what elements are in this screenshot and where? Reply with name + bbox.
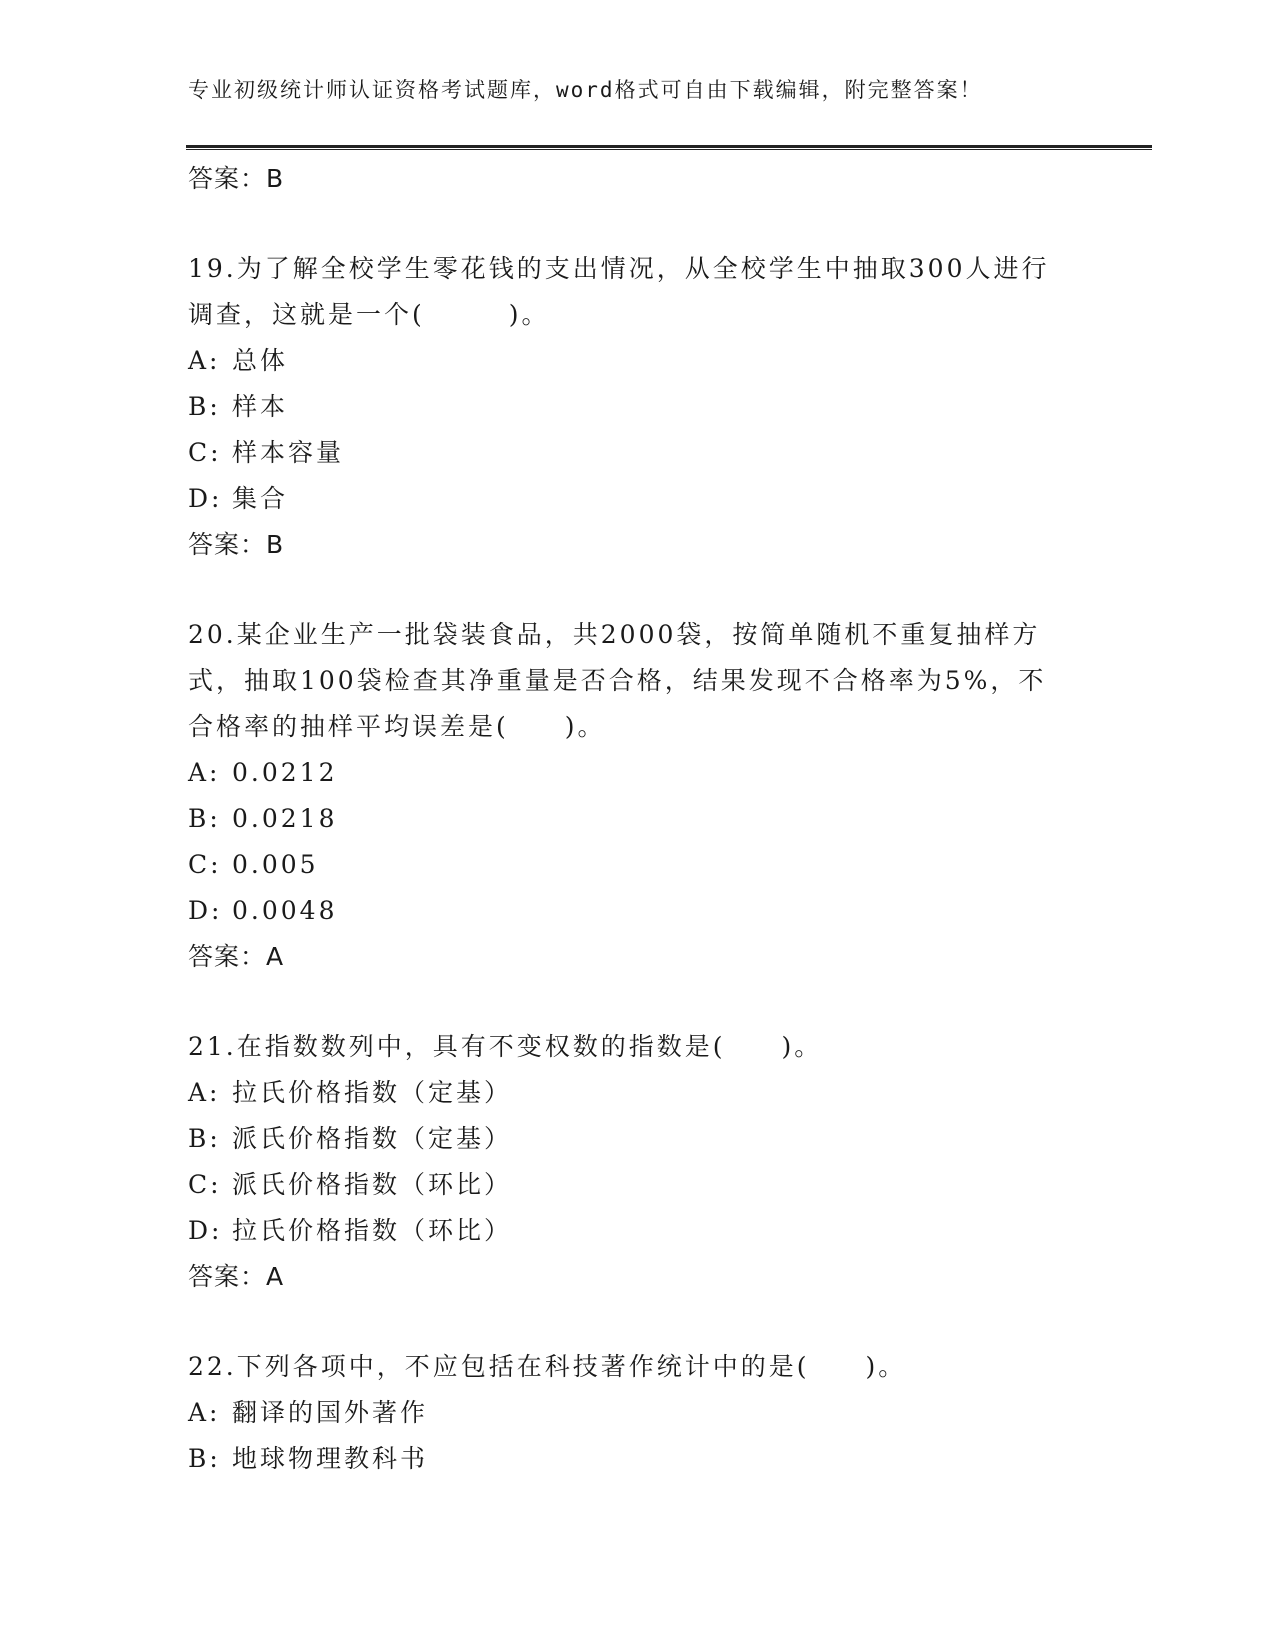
header-divider — [186, 145, 1152, 150]
option-b — [188, 1436, 1088, 1482]
option-letter: B: — [188, 392, 221, 421]
question-text-line: 合格率的抽样平均误差是( )。 — [188, 712, 606, 741]
option-letter: A: — [188, 758, 221, 787]
option-letter: A: — [188, 346, 221, 375]
option-letter: D: — [188, 484, 223, 513]
option-letter: B: — [188, 1444, 221, 1473]
question-21 — [188, 1024, 1088, 1300]
page-header-text: 专业初级统计师认证资格考试题库，word格式可自由下载编辑，附完整答案！ — [188, 78, 983, 102]
option-letter: A: — [188, 1398, 221, 1427]
answer-line: 答案：B — [188, 164, 285, 193]
option-text: 拉氏价格指数（定基） — [232, 1078, 513, 1107]
option-b — [188, 1116, 1088, 1162]
spacer — [188, 980, 1088, 1024]
answer-line: 答案：B — [188, 530, 285, 559]
option-letter: C: — [188, 438, 222, 467]
option-d — [188, 476, 1088, 522]
question-text-line: 19.为了解全校学生零花钱的支出情况，从全校学生中抽取300人进行 — [188, 254, 1050, 283]
spacer — [188, 1300, 1088, 1344]
option-text: 拉氏价格指数（环比） — [232, 1216, 513, 1245]
question-text-line: 调查，这就是一个( )。 — [188, 300, 550, 329]
option-c — [188, 430, 1088, 476]
option-text: 派氏价格指数（环比） — [232, 1170, 513, 1199]
option-text: 地球物理教科书 — [232, 1444, 429, 1473]
option-letter: D: — [188, 896, 223, 925]
question-text-line: 20.某企业生产一批袋装食品，共2000袋，按简单随机不重复抽样方 — [188, 620, 1041, 649]
answer-line: 答案：A — [188, 942, 285, 971]
option-c — [188, 1162, 1088, 1208]
option-letter: C: — [188, 850, 222, 879]
option-c — [188, 842, 1088, 888]
option-letter: B: — [188, 804, 221, 833]
question-19 — [188, 246, 1088, 568]
question-22 — [188, 1344, 1088, 1482]
option-text: 总体 — [232, 346, 289, 375]
question-text-line: 式，抽取100袋检查其净重量是否合格，结果发现不合格率为5%，不 — [188, 666, 1047, 695]
option-a — [188, 338, 1088, 384]
option-text: 翻译的国外著作 — [232, 1398, 429, 1427]
option-a — [188, 750, 1088, 796]
option-text: 样本 — [232, 392, 289, 421]
question-text-line: 21.在指数数列中，具有不变权数的指数是( )。 — [188, 1032, 823, 1061]
option-text: 0.0218 — [232, 804, 338, 833]
option-text: 派氏价格指数（定基） — [232, 1124, 513, 1153]
option-d — [188, 1208, 1088, 1254]
spacer — [188, 568, 1088, 612]
option-letter: B: — [188, 1124, 221, 1153]
option-b — [188, 796, 1088, 842]
option-text: 0.0048 — [232, 896, 338, 925]
option-letter: C: — [188, 1170, 222, 1199]
answer-line: 答案：A — [188, 1262, 285, 1291]
option-text: 0.0212 — [232, 758, 338, 787]
option-b — [188, 384, 1088, 430]
question-20 — [188, 612, 1088, 980]
question-text-line: 22.下列各项中，不应包括在科技著作统计中的是( )。 — [188, 1352, 907, 1381]
spacer — [188, 202, 1088, 246]
option-text: 集合 — [232, 484, 289, 513]
option-text: 0.005 — [232, 850, 319, 879]
option-d — [188, 888, 1088, 934]
option-letter: D: — [188, 1216, 223, 1245]
question-content — [188, 156, 1088, 1482]
option-a — [188, 1070, 1088, 1116]
option-a — [188, 1390, 1088, 1436]
option-letter: A: — [188, 1078, 221, 1107]
option-text: 样本容量 — [232, 438, 345, 467]
